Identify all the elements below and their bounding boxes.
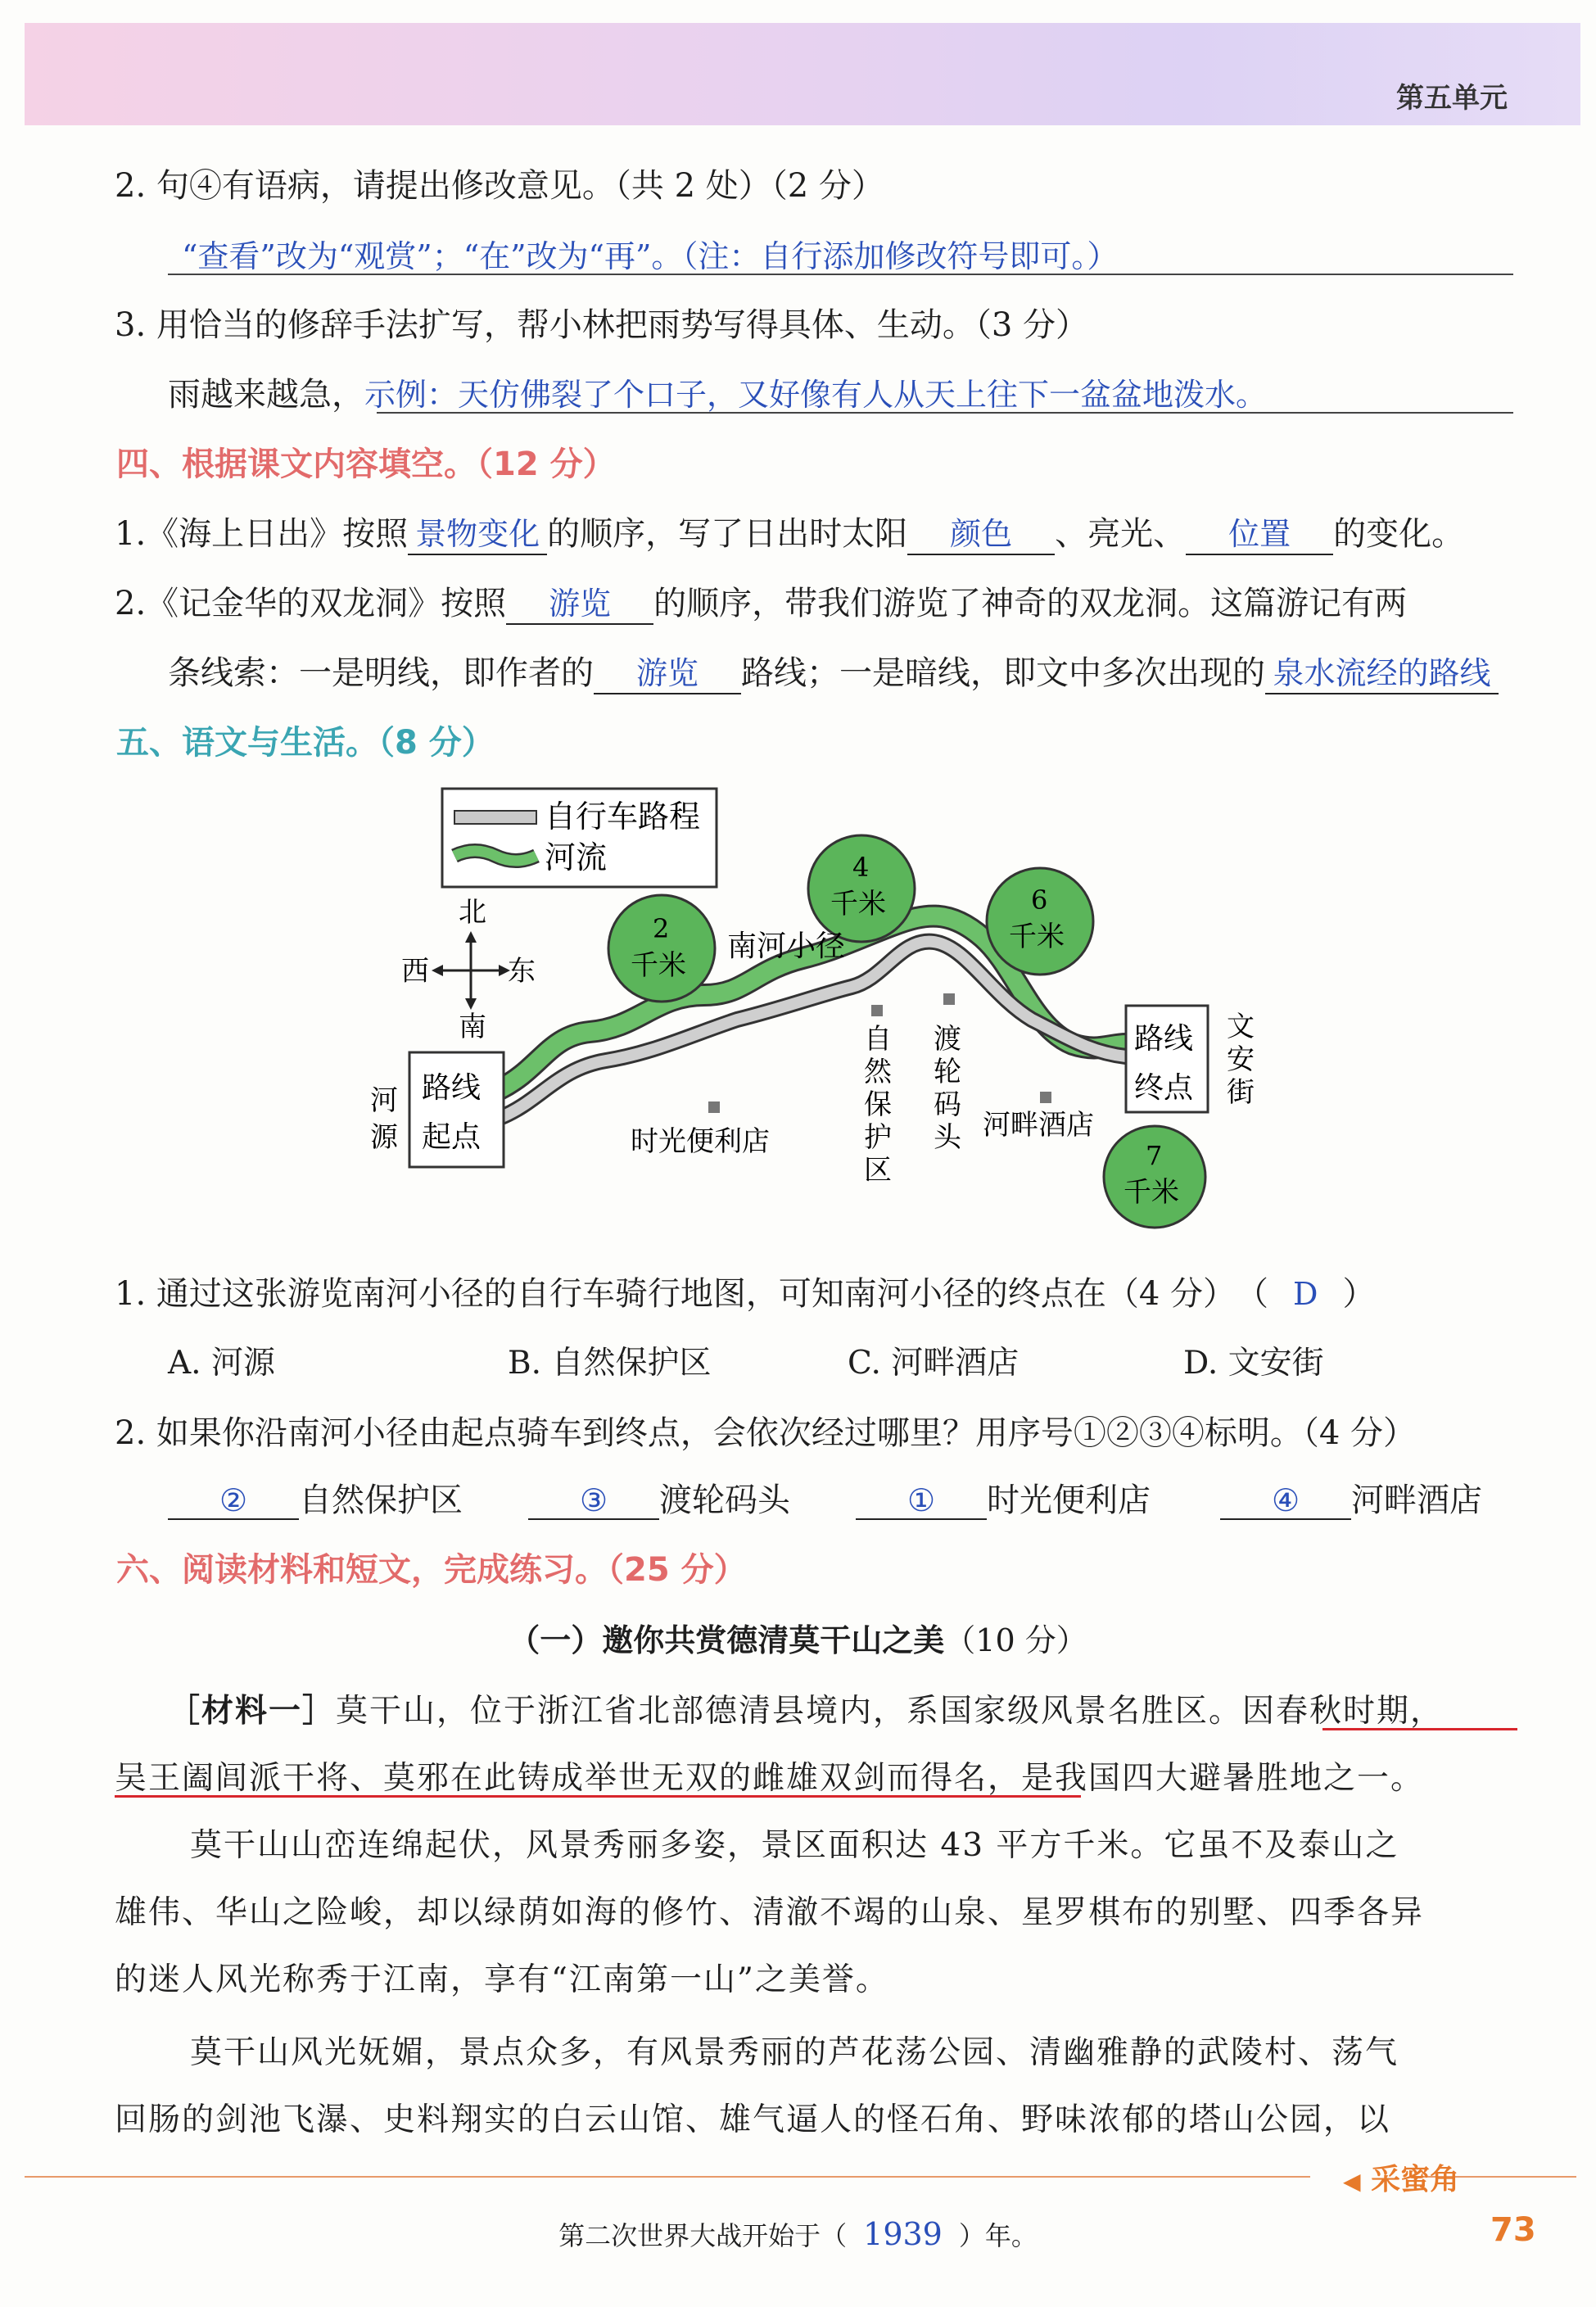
brand-text: 采蜜角 xyxy=(1371,2163,1460,2196)
q3-answer: 示例：天仿佛裂了个口子，又好像有人从天上往下一盆盆地泼水。 xyxy=(364,377,1268,413)
sec5-q1 xyxy=(115,1268,1596,1314)
distance-unit: 千米 xyxy=(1124,1176,1179,1209)
sec5-q2: 2. 如果你沿南河小径由起点骑车到终点，会依次经过哪里？用序号①②③④标明。（4 分） xyxy=(115,1414,1417,1452)
red-underline xyxy=(1322,1728,1517,1730)
para1-line2: 吴王阖闾派干将、莫邪在此铸成举世无双的雌雄双剑而得名，是我国四大避暑胜地之一。 xyxy=(115,1760,1425,1797)
legend-river-label: 河流 xyxy=(545,839,608,875)
answer-rule xyxy=(377,412,1513,414)
text: 的顺序，带我们游览了神奇的双龙洞。这篇游记有两 xyxy=(653,585,1408,622)
blank-answer: 位置 xyxy=(1186,509,1333,555)
sec5-options xyxy=(168,1337,1596,1383)
blank-answer: 游览 xyxy=(594,648,741,694)
para3-line2: 回肠的剑池飞瀑、史料翔实的白云山馆、雄气逼人的怪石角、野味浓郁的塔山公园，以 xyxy=(115,2101,1391,2138)
reserve-label-2: 然 xyxy=(864,1056,892,1088)
para-text: 莫干山，位于浙江省北部德清县境内，系国家级风景名胜区。因春秋时期， xyxy=(336,1693,1445,1730)
text: 的顺序，写了日出时太阳 xyxy=(547,515,908,553)
wenan-street-2: 安 xyxy=(1227,1043,1255,1076)
para2-line1: 莫干山山峦连绵起伏，风景秀丽多姿，景区面积达 43 平方千米。它虽不及泰山之 xyxy=(190,1827,1399,1864)
blank-answer: 游览 xyxy=(506,578,653,625)
store-marker xyxy=(708,1101,720,1113)
subtitle-score: （10 分） xyxy=(944,1622,1087,1658)
trivia-text: 第二次世界大战开始于（ xyxy=(558,2220,848,2251)
compass-arrow-south xyxy=(465,998,477,1010)
choice-answer: D xyxy=(1293,1276,1318,1312)
para2-line3: 的迷人风光称秀于江南，享有“江南第一山”之美誉。 xyxy=(115,1961,889,1998)
compass-west: 西 xyxy=(401,955,429,988)
paren-open: （ xyxy=(1252,1275,1269,1313)
start-label-1: 路线 xyxy=(422,1071,482,1105)
text: 、亮光、 xyxy=(1055,515,1187,553)
legend-bike-label: 自行车路程 xyxy=(545,798,701,835)
blank-answer: 景物变化 xyxy=(408,509,547,555)
text: 1.《海上日出》按照 xyxy=(115,515,409,553)
text: 2.《记金华的双龙洞》按照 xyxy=(115,585,507,622)
sec4-line3 xyxy=(168,647,1596,694)
q2-question: 2. 句④有语病，请提出修改意见。（共 2 处）（2 分） xyxy=(115,167,884,205)
option-c: C. 河畔酒店 xyxy=(848,1345,1020,1382)
bike-route-map xyxy=(360,774,1277,1253)
q3-question: 3. 用恰当的修辞手法扩写，帮小林把雨势写得具体、生动。（3 分） xyxy=(115,306,1089,344)
distance-number: 4 xyxy=(852,852,870,883)
para1-line1 xyxy=(168,1685,1444,1731)
text: 条线索：一是明线，即作者的 xyxy=(168,654,594,692)
river-source-label-2: 源 xyxy=(370,1121,398,1154)
compass-east: 东 xyxy=(508,955,536,988)
hotel-label: 河畔酒店 xyxy=(983,1109,1094,1142)
order-answer: ④ xyxy=(1220,1482,1351,1520)
option-d: D. 文安街 xyxy=(1183,1345,1324,1382)
material-label: ［材料一］ xyxy=(168,1693,337,1730)
reserve-marker xyxy=(871,1005,883,1016)
distance-unit: 千米 xyxy=(1009,921,1065,953)
page-number: 73 xyxy=(1490,2211,1536,2249)
footer-trivia xyxy=(0,2215,1596,2253)
order-answer: ② xyxy=(168,1482,299,1520)
compass-north: 北 xyxy=(459,896,486,929)
order-answer: ① xyxy=(856,1482,987,1520)
option-a: A. 河源 xyxy=(168,1345,275,1382)
header-band xyxy=(25,23,1580,125)
wenan-street-3: 街 xyxy=(1227,1076,1255,1109)
sec5-q2-answers xyxy=(168,1474,1596,1521)
red-underline xyxy=(115,1795,1081,1798)
blank-answer: 泉水流经的路线 xyxy=(1265,648,1499,694)
compass-arrow-west xyxy=(432,965,443,976)
end-label-2: 终点 xyxy=(1134,1071,1194,1105)
sec4-line2 xyxy=(115,577,1596,625)
section4-title: 四、根据课文内容填空。（12 分） xyxy=(116,446,616,483)
q2-answer: “查看”改为“观赏”；“在”改为“再”。（注：自行添加修改符号即可。） xyxy=(182,238,1119,274)
blank-answer: 颜色 xyxy=(907,509,1055,555)
distance-unit: 千米 xyxy=(631,949,686,982)
end-label-1: 路线 xyxy=(1134,1022,1194,1056)
unit-label: 第五单元 xyxy=(1396,82,1508,115)
distance-circle-4km xyxy=(808,835,915,942)
compass-south: 南 xyxy=(459,1011,486,1043)
circle-shape xyxy=(608,895,715,1002)
ferry-marker xyxy=(943,993,955,1005)
reading-subtitle xyxy=(0,1615,1596,1660)
compass-arrow-north xyxy=(465,931,477,943)
ferry-label-1: 渡 xyxy=(934,1023,961,1056)
distance-circle-2km xyxy=(608,895,715,1002)
order-answer: ③ xyxy=(528,1482,659,1520)
ferry-label-4: 头 xyxy=(934,1121,961,1154)
distance-number: 6 xyxy=(1031,884,1048,916)
trail-label: 南河小径 xyxy=(727,930,846,963)
distance-number: 7 xyxy=(1146,1140,1163,1171)
para2-line2: 雄伟、华山之险峻，却以绿荫如海的修竹、清澈不竭的山泉、星罗棋布的别墅、四季各异 xyxy=(115,1894,1425,1931)
q3-prefix: 雨越来越急， xyxy=(168,376,364,414)
place-label: 自然保护区 xyxy=(299,1481,463,1519)
text: 的变化。 xyxy=(1333,515,1465,553)
trivia-text: ）年。 xyxy=(958,2220,1038,2251)
brand-label xyxy=(1343,2156,1459,2198)
place-label: 时光便利店 xyxy=(987,1481,1151,1519)
answer-rule xyxy=(168,274,1513,275)
legend-road-swatch xyxy=(454,811,536,824)
ferry-label-3: 码 xyxy=(934,1088,961,1121)
reserve-label-4: 护 xyxy=(864,1121,892,1154)
hotel-marker xyxy=(1040,1092,1051,1103)
triangle-icon: ◀ xyxy=(1343,2168,1361,2195)
wenan-street-1: 文 xyxy=(1227,1011,1255,1043)
ferry-label-2: 轮 xyxy=(934,1056,961,1088)
start-label-2: 起点 xyxy=(422,1120,482,1154)
trivia-answer: 1939 xyxy=(863,2216,943,2252)
subtitle-text: （一）邀你共赏德清莫干山之美 xyxy=(509,1622,945,1658)
place-label: 河畔酒店 xyxy=(1351,1481,1482,1519)
distance-number: 2 xyxy=(653,913,670,944)
sec4-line1 xyxy=(115,508,1596,555)
reserve-label-3: 保 xyxy=(864,1088,892,1121)
option-b: B. 自然保护区 xyxy=(508,1345,712,1382)
distance-circle-6km xyxy=(987,868,1093,975)
section6-title: 六、阅读材料和短文，完成练习。（25 分） xyxy=(116,1551,747,1589)
paren-close: ） xyxy=(1342,1275,1376,1313)
reserve-label-5: 区 xyxy=(864,1154,892,1187)
reserve-label-1: 自 xyxy=(864,1023,892,1056)
distance-circle-7km xyxy=(1104,1126,1205,1228)
distance-unit: 千米 xyxy=(830,888,886,921)
river-source-label-1: 河 xyxy=(370,1084,398,1117)
place-label: 渡轮码头 xyxy=(659,1481,790,1519)
para3-line1: 莫干山风光妩媚，景点众多，有风景秀丽的芦花荡公园、清幽雅静的武陵村、荡气 xyxy=(190,2034,1399,2071)
question-text: 1. 通过这张游览南河小径的自行车骑行地图，可知南河小径的终点在（4 分） xyxy=(115,1275,1237,1313)
text: 路线；一是暗线，即文中多次出现的 xyxy=(741,654,1265,692)
section5-title: 五、语文与生活。（8 分） xyxy=(116,724,495,762)
store-label: 时光便利店 xyxy=(631,1125,770,1158)
footer-divider xyxy=(25,2176,1310,2178)
q3-answer-line xyxy=(168,369,1596,415)
